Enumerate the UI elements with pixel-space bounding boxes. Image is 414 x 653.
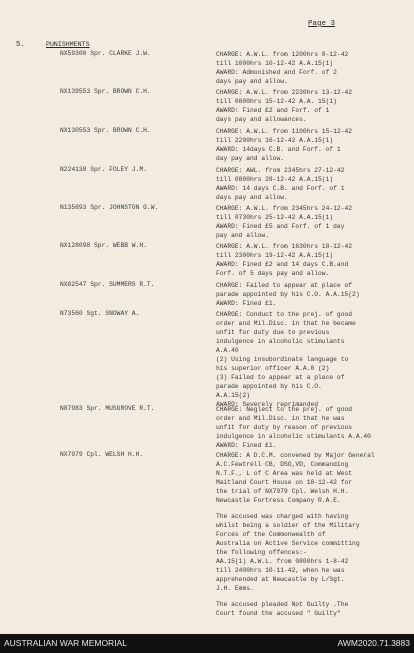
charge-line: order and Mil.Disc. in that he was bbox=[216, 415, 345, 422]
charge-line: J.H. Emms. bbox=[216, 585, 254, 592]
charge-line: N.T.F., L of C Area was held at West bbox=[216, 470, 353, 477]
charge-line: CHARGE: AWL. from 2345hrs 27-12-42 bbox=[216, 167, 345, 174]
charge-line: Court found the accused " Guilty" bbox=[216, 610, 341, 617]
charge-details bbox=[216, 127, 408, 163]
charge-line: CHARGE: Conduct to the prej. of good bbox=[216, 311, 353, 318]
page-number: Page 3 bbox=[308, 20, 336, 28]
charge-line: parade appointed by his C.O. bbox=[216, 383, 322, 390]
charge-line: unfit for duty due to previous bbox=[216, 329, 330, 336]
charge-details bbox=[216, 88, 408, 124]
charge-line: till 0730hrs 25-12-42 A.A.15(1) bbox=[216, 214, 334, 221]
charge-line: CHARGE: Neglect to the prej. of good bbox=[216, 406, 353, 413]
charge-line: his superior officer A.A.8 (2) bbox=[216, 365, 330, 372]
charge-line: apprehended at Newcastle by L/Sgt. bbox=[216, 576, 345, 583]
charge-details bbox=[216, 50, 408, 86]
charge-line: A.C.Fewtrell CB, DSO,VD, Commanding bbox=[216, 461, 349, 468]
charge-line: AWARD: Severely reprimanded bbox=[216, 401, 319, 408]
charge-line: till 0800hrs 15-12-42 A.A. 15(1) bbox=[216, 98, 337, 105]
soldier-name: NX7979 Cpl. WELSH H.H. bbox=[60, 451, 144, 458]
charge-line: the trial of NX7979 Cpl. Welsh H.H. bbox=[216, 488, 349, 495]
charge-line: order and Mil.Disc. in that he became bbox=[216, 320, 356, 327]
archive-reference: AWM2020.71.3883 bbox=[337, 638, 410, 648]
section-title: PUNISHMENTS bbox=[46, 41, 90, 48]
charge-line: CHARGE: A.W.L. from 2230hrs 13-12-42 bbox=[216, 89, 353, 96]
charge-details bbox=[216, 310, 408, 409]
charge-line: AWARD: Fined £2 and 14 days C.B.and bbox=[216, 261, 349, 268]
soldier-name: NX139553 Spr. BROWN C.H. bbox=[60, 88, 151, 95]
charge-details bbox=[216, 281, 408, 308]
charge-line: days pay and allow. bbox=[216, 194, 288, 201]
charge-line: whilst being a soldier of the Military bbox=[216, 522, 360, 529]
charge-line: the following offences:- bbox=[216, 549, 307, 556]
charge-line: AWARD: 14days C.B. and Forf. of 1 bbox=[216, 146, 341, 153]
charge-details bbox=[216, 405, 408, 450]
charge-line: AA.15(1) A.W.L. from 0800hrs 1-8-42 bbox=[216, 558, 349, 565]
soldier-name: N73560 Sgt. SNOWAY A. bbox=[60, 310, 140, 317]
charge-line: CHARGE: Failed to appear at place of bbox=[216, 282, 353, 289]
soldier-name: NX130553 Spr. BROWN C.H. bbox=[60, 127, 151, 134]
section-number: 5. bbox=[16, 41, 25, 49]
charge-line: days pay and allowances. bbox=[216, 116, 307, 123]
charge-line: CHARGE: A D.C.M. convened by Major General bbox=[216, 452, 375, 459]
charge-line: day pay and allow. bbox=[216, 155, 285, 162]
charge-line: CHARGE: A.W.L. from 1100hrs 15-12-42 bbox=[216, 128, 353, 135]
charge-line: till 2400hrs 10-11-42, when he was bbox=[216, 567, 345, 574]
charge-line: till 2300hrs 19-12-42 A.A.15(1) bbox=[216, 252, 334, 259]
charge-line: AWARD: Fined £5 and Forf. of 1 day bbox=[216, 223, 345, 230]
charge-line: till 2200hrs 16-12-42 A.A.15(1) bbox=[216, 137, 334, 144]
charge-line: AWARD: Admonished and Forf. of 2 bbox=[216, 69, 337, 76]
charge-line: (3) Failed to appear at a place of bbox=[216, 374, 345, 381]
charge-details bbox=[216, 166, 408, 202]
charge-line: Forf. of 5 days pay and allow. bbox=[216, 270, 330, 277]
archive-footer bbox=[0, 634, 414, 653]
charge-line: A.A.15(2) bbox=[216, 392, 251, 399]
paragraph-gap bbox=[216, 593, 408, 600]
soldier-name: NX59300 Spr. CLARKE J.W. bbox=[60, 50, 151, 57]
charge-line: Forces of the Commonwealth of bbox=[216, 531, 326, 538]
charge-details bbox=[216, 451, 408, 618]
charge-line: days pay and allow. bbox=[216, 78, 288, 85]
charge-line: AWARD: Fined £1. bbox=[216, 300, 277, 307]
charge-line: (2) Using insubordinate language to bbox=[216, 356, 349, 363]
charge-line: till 1000hrs 10-12-42 A.A.15(1) bbox=[216, 60, 334, 67]
charge-line: CHARGE: A.W.L. from 1630hrs 18-12-42 bbox=[216, 243, 353, 250]
charge-details bbox=[216, 204, 408, 240]
soldier-name: NX128098 Spr. WEBB W.H. bbox=[60, 242, 147, 249]
charge-line: unfit for duty by reason of previous bbox=[216, 424, 353, 431]
charge-line: parade appointed by his C.O. A.A.15(2) bbox=[216, 291, 360, 298]
charge-line: AWARD: 14 days C.B. and Forf. of 1 bbox=[216, 185, 345, 192]
charge-line: Newcastle Fortress Company R.A.E. bbox=[216, 497, 341, 504]
charge-line: AWARD: Fined £2 and Forf. of 1 bbox=[216, 107, 330, 114]
paragraph-gap bbox=[216, 505, 408, 512]
archive-name: AUSTRALIAN WAR MEMORIAL bbox=[4, 638, 127, 648]
charge-line: A.A.40 bbox=[216, 347, 239, 354]
charge-line: indulgence in alcoholic stimulants A.A.40 bbox=[216, 433, 371, 440]
charge-line: The accused was charged with having bbox=[216, 513, 349, 520]
soldier-name: N135893 Spr. JOHNSTON G.W. bbox=[60, 204, 159, 211]
charge-line: till 0800hrs 28-12-42 A.A.15(1) bbox=[216, 176, 334, 183]
charge-line: CHARGE: A.W.L. from 2345hrs 24-12-42 bbox=[216, 205, 353, 212]
soldier-name: NX82547 Spr. SUMMERS R.T. bbox=[60, 281, 155, 288]
charge-line: Australia on Active Service committing bbox=[216, 540, 360, 547]
soldier-name: N87983 Spr. MUSGROVE R.T. bbox=[60, 405, 155, 412]
charge-line: The accused pleaded Not Guilty .The bbox=[216, 601, 349, 608]
charge-line: indulgence in alcoholic stimulants bbox=[216, 338, 345, 345]
charge-details bbox=[216, 242, 408, 278]
charge-line: Maitland Court House on 18-12-42 for bbox=[216, 479, 353, 486]
soldier-name: N224138 Spr. FOLEY J.M. bbox=[60, 166, 147, 173]
charge-line: CHARGE: A.W.L. from 1200hrs 8-12-42 bbox=[216, 51, 349, 58]
charge-line: pay and allow. bbox=[216, 232, 269, 239]
charge-line: AWARD: Fined £1. bbox=[216, 442, 277, 449]
